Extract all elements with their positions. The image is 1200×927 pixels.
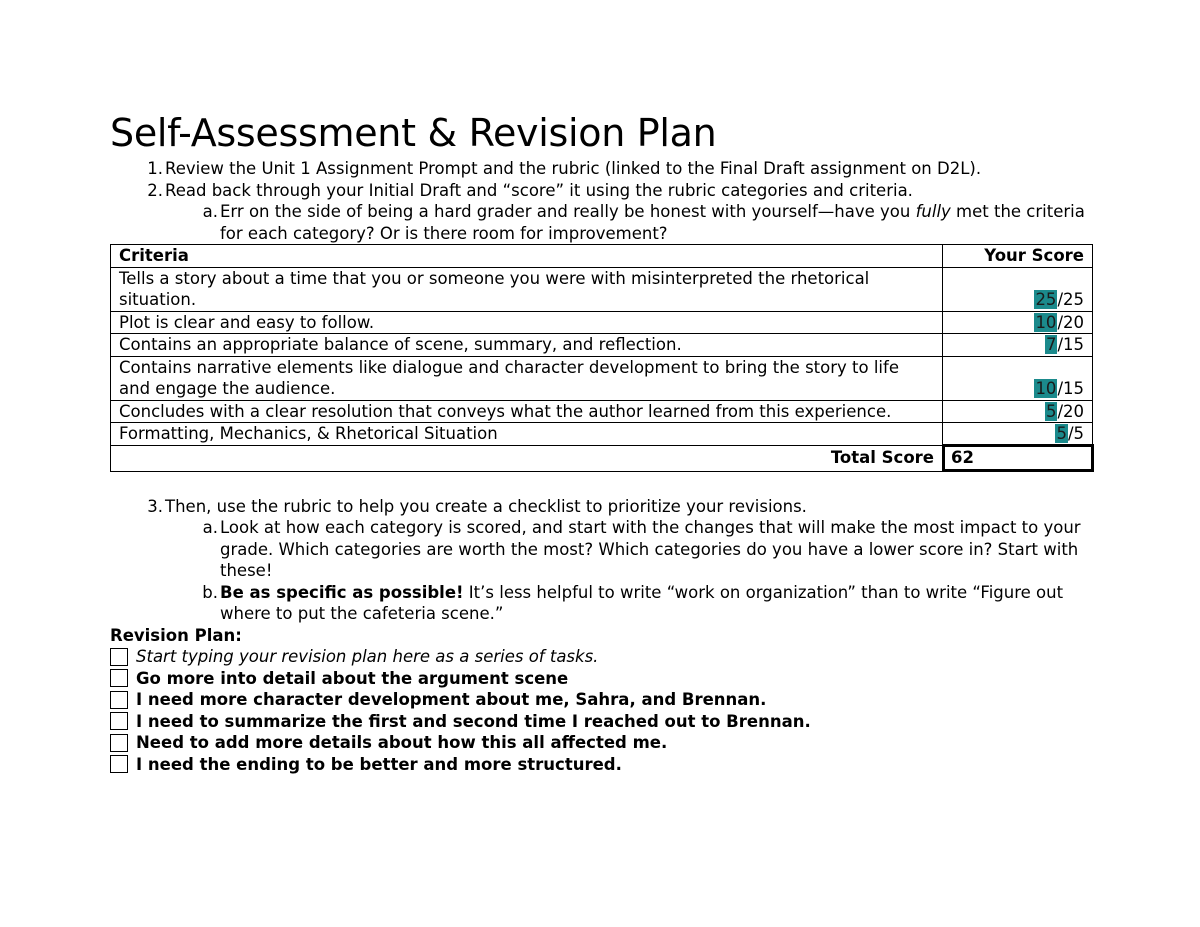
list-text: Err on the side of being a hard grader and really be honest with yourself—have you fully met the criteria for each category? Or is there room for improvement? xyxy=(220,202,1085,243)
score-max: /25 xyxy=(1057,290,1084,309)
criteria-cell[interactable]: Concludes with a clear resolution that conveys what the author learned from this experience. xyxy=(111,400,943,423)
table-row xyxy=(111,400,1093,423)
score-value[interactable]: 5 xyxy=(1056,424,1067,443)
sub-list-item xyxy=(110,582,1092,625)
checkbox[interactable] xyxy=(110,755,128,773)
sub-list-item xyxy=(110,517,1092,582)
bold-text: Be as specific as possible! xyxy=(220,582,464,602)
table-row xyxy=(111,356,1093,400)
score-max: /15 xyxy=(1057,379,1084,398)
criteria-cell[interactable]: Plot is clear and easy to follow. xyxy=(111,311,943,334)
score-value[interactable]: 7 xyxy=(1045,335,1057,354)
total-score-label: Total Score xyxy=(111,445,943,471)
list-text: Read back through your Initial Draft and “score” it using the rubric categories and criteria. xyxy=(165,180,913,200)
list-item xyxy=(110,496,1092,518)
revision-plan-title: Revision Plan: xyxy=(110,625,242,645)
list-text: Be as specific as possible! It’s less helpful to write “work on organization” than to write “Figure out where to put the cafeteria scene.” xyxy=(220,582,1064,623)
instructions xyxy=(110,158,1092,244)
checklist-item xyxy=(110,754,1092,776)
score-value[interactable]: 25 xyxy=(1035,290,1057,309)
list-number: 1. xyxy=(147,159,163,178)
table-row xyxy=(111,334,1093,357)
list-item xyxy=(110,158,1092,180)
score-max: /15 xyxy=(1057,335,1084,354)
task-text[interactable]: Go more into detail about the argument scene xyxy=(136,668,569,688)
criteria-cell[interactable]: Contains narrative elements like dialogue and character development to bring the story to life and engage the audience. xyxy=(111,356,943,400)
list-number: 3. xyxy=(147,496,163,516)
revision-instructions xyxy=(110,496,1092,625)
total-score-value[interactable]: 62 xyxy=(943,445,1093,471)
checklist-item xyxy=(110,711,1092,733)
checklist-item xyxy=(110,689,1092,711)
document-page xyxy=(110,108,1092,775)
task-text[interactable]: I need to summarize the first and second time I reached out to Brennan. xyxy=(136,711,811,731)
list-letter: a. xyxy=(202,518,218,537)
sub-list-item xyxy=(110,201,1092,244)
task-text[interactable]: Start typing your revision plan here as a series of tasks. xyxy=(136,647,599,666)
page-title: Self-Assessment & Revision Plan xyxy=(110,111,717,155)
criteria-cell[interactable]: Formatting, Mechanics, & Rhetorical Situation xyxy=(111,423,943,446)
list-item xyxy=(110,180,1092,202)
criteria-cell[interactable]: Contains an appropriate balance of scene, summary, and reflection. xyxy=(111,334,943,357)
total-row xyxy=(111,445,1093,471)
task-text[interactable]: I need the ending to be better and more structured. xyxy=(136,754,622,774)
criteria-header: Criteria xyxy=(111,245,943,268)
score-header: Your Score xyxy=(943,245,1093,268)
score-cell[interactable] xyxy=(943,423,1093,446)
table-header-row xyxy=(111,245,1093,268)
list-text: Review the Unit 1 Assignment Prompt and the rubric (linked to the Final Draft assignment on D2L). xyxy=(165,159,982,178)
score-cell[interactable] xyxy=(943,356,1093,400)
score-cell[interactable] xyxy=(943,311,1093,334)
rubric-table xyxy=(110,244,1093,472)
score-max: /5 xyxy=(1067,424,1084,443)
emphasis-text: fully xyxy=(915,202,951,221)
checklist-item xyxy=(110,732,1092,754)
score-cell[interactable] xyxy=(943,400,1093,423)
list-number: 2. xyxy=(147,180,163,200)
list-text: Look at how each category is scored, and start with the changes that will make the most impact to your grade. Which categories are worth the most? Which categories do you have a lower score in? Start with these! xyxy=(220,518,1081,580)
task-text[interactable]: I need more character development about me, Sahra, and Brennan. xyxy=(136,690,767,709)
list-text: Then, use the rubric to help you create a checklist to prioritize your revisions. xyxy=(165,496,807,516)
table-row xyxy=(111,311,1093,334)
checkbox[interactable] xyxy=(110,712,128,730)
score-value[interactable]: 10 xyxy=(1035,379,1057,398)
score-cell[interactable] xyxy=(943,267,1093,311)
score-max: /20 xyxy=(1057,401,1084,421)
score-value[interactable]: 5 xyxy=(1045,401,1057,421)
table-row xyxy=(111,267,1093,311)
checklist-item xyxy=(110,646,1092,668)
list-letter: b. xyxy=(202,582,218,602)
score-max: /20 xyxy=(1057,312,1084,332)
checkbox[interactable] xyxy=(110,691,128,709)
table-row xyxy=(111,423,1093,446)
score-cell[interactable] xyxy=(943,334,1093,357)
checklist-item xyxy=(110,668,1092,690)
task-text[interactable]: Need to add more details about how this all affected me. xyxy=(136,733,668,752)
criteria-cell[interactable]: Tells a story about a time that you or someone you were with misinterpreted the rhetorical situation. xyxy=(111,267,943,311)
checkbox[interactable] xyxy=(110,669,128,687)
score-value[interactable]: 10 xyxy=(1035,312,1057,332)
checkbox[interactable] xyxy=(110,734,128,752)
checkbox[interactable] xyxy=(110,648,128,666)
list-letter: a. xyxy=(202,202,218,221)
revision-plan xyxy=(110,625,1092,776)
